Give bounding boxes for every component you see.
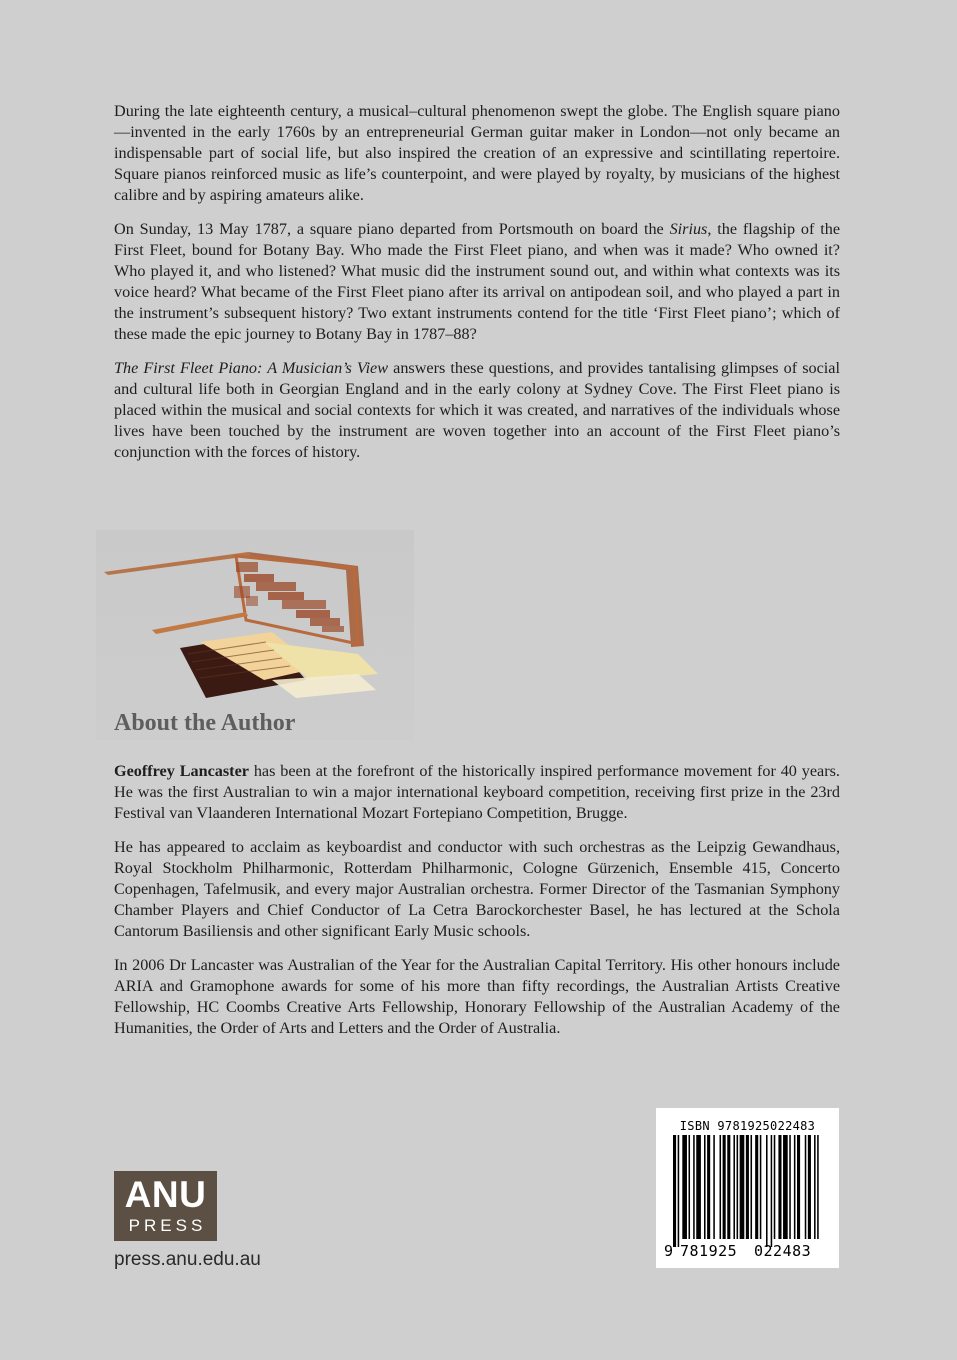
barcode-bar (746, 1135, 749, 1239)
barcode-bar (678, 1135, 680, 1247)
barcode-bar (789, 1135, 791, 1239)
ship-name: Sirius (669, 220, 708, 238)
back-cover-blurb (114, 101, 840, 476)
blurb-paragraph-2: On Sunday, 13 May 1787, a square piano departed from Portsmouth on board the Sirius, the flagship of the First Fleet, bound for Botany Bay. Who made the First Fleet piano, and when was it made? Who owned it? Who played it, and who listened? What music did the instrument sound out, and within what contexts was its voice heard? What became of the First Fleet piano after its arrival on antipodean soil, and who played a part in the instrument’s subsequent history? Two extant instruments contend for the title ‘First Fleet piano’; which of these made the epic journey to Botany Bay in 1787–88? (114, 220, 841, 343)
isbn-label: ISBN 9781925022483 (679, 1119, 816, 1133)
author-bio (114, 761, 840, 1052)
barcode-digits-right: 022483 (754, 1242, 812, 1260)
barcode-bar (737, 1135, 739, 1239)
barcode-bar (774, 1135, 776, 1239)
barcode-bar (817, 1135, 819, 1239)
blurb-paragraph-1: During the late eighteenth century, a musical–cultural phenomenon swept the globe. The English square piano—invented in the early 1760s by an entrepreneurial German guitar maker in London—not only became an indispensable part of social life, but also inspired the creation of an expressive and scintillating repertoire. Square pianos reinforced music as life’s counterpoint, and were played by royalty, by musicians of the highest calibre and by aspiring amateurs alike. (114, 102, 840, 204)
barcode-bar (778, 1135, 781, 1239)
about-author-heading: About the Author (114, 710, 296, 736)
barcode-bar (751, 1135, 753, 1239)
barcode-bar (760, 1135, 762, 1239)
barcode-bar (727, 1135, 730, 1239)
barcode-bar (720, 1135, 722, 1239)
barcode-bar (794, 1135, 796, 1239)
anu-press-logo (114, 1171, 217, 1241)
logo-press-text: PRESS (128, 1216, 207, 1235)
isbn-barcode (656, 1108, 839, 1268)
barcode-bar (808, 1135, 811, 1239)
barcode-bar (771, 1135, 773, 1247)
barcode-bar (689, 1135, 691, 1239)
exploded-square-piano-icon (96, 530, 414, 740)
barcode-bar (704, 1135, 706, 1239)
barcode-bar (783, 1135, 788, 1239)
barcode-bar (766, 1135, 768, 1247)
barcode-digits-left: 781925 (680, 1242, 738, 1260)
author-paragraph-1: Geoffrey Lancaster has been at the forefront of the historically inspired performance movement for 40 years. He was the first Australian to win a major international keyboard competition, receiving first prize in the 23rd Festival van Vlaanderen International Mozart Fortepiano Competition, Brugge. (114, 762, 840, 822)
barcode-bar (723, 1135, 726, 1239)
book-title: The First Fleet Piano: A Musician’s View (114, 359, 389, 377)
barcode-bar (797, 1135, 800, 1239)
barcode-bars (673, 1135, 825, 1247)
barcode-bar (673, 1135, 676, 1247)
publisher-url[interactable]: press.anu.edu.au (114, 1249, 261, 1270)
barcode-bar (733, 1135, 735, 1239)
barcode-bar (740, 1135, 745, 1239)
barcode-bar (814, 1135, 816, 1239)
barcode-bar (707, 1135, 710, 1239)
barcode-bar (682, 1135, 687, 1239)
author-paragraph-2: He has appeared to acclaim as keyboardist and conductor with such orchestras as the Leipzig Gewandhaus, Royal Stockholm Philharmonic, Rotterdam Philharmonic, Cologne Gürzenich, Ensemble 415, Concerto Copenhagen, Tafelmusik, and every major Australian orchestra. Former Director of the Tasmanian Symphony Chamber Players and Chief Conductor of La Cetra Barockorchester Basel, he has lectured at the Schola Cantorum Basiliensis and other significant Early Music schools. (114, 838, 840, 940)
blurb-paragraph-3: The First Fleet Piano: A Musician’s View answers these questions, and provides tantalising glimpses of social and cultural life both in Georgian England and in the early colony at Sydney Cove. The First Fleet piano is placed within the musical and social contexts for which it was created, and narratives of the individuals whose lives have been touched by the instrument are woven together into an account of the First Fleet piano’s conjunction with the forces of history. (114, 359, 840, 461)
barcode-bar (693, 1135, 695, 1239)
author-name: Geoffrey Lancaster (114, 762, 249, 780)
piano-illustration (96, 530, 414, 740)
barcode-bar (755, 1135, 758, 1239)
barcode-bar (713, 1135, 715, 1239)
barcode-bar (696, 1135, 701, 1239)
barcode-digit-first: 9 (664, 1242, 674, 1260)
author-paragraph-3: In 2006 Dr Lancaster was Australian of the Year for the Australian Capital Territory. His other honours include ARIA and Gramophone awards for some of his more than fifty recordings, the Australian Artists Creative Fellowship, HC Coombs Creative Arts Fellowship, Honorary Fellowship of the Australian Academy of the Humanities, the Order of Arts and Letters and the Order of Australia. (114, 956, 840, 1037)
logo-anu-text: ANU (124, 1174, 207, 1215)
barcode-bar (805, 1135, 807, 1239)
